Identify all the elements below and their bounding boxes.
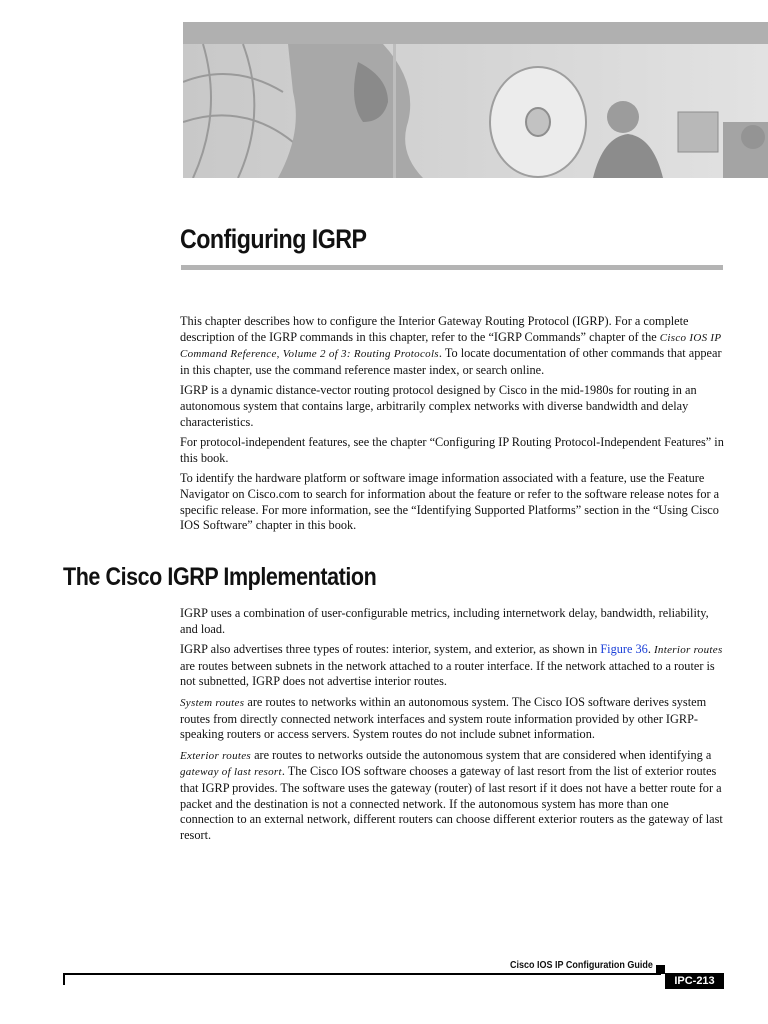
section-p4-text-a: are routes to networks outside the autonomous system that are considered when identifying a bbox=[251, 747, 712, 762]
title-rule bbox=[181, 265, 723, 270]
section-p2-text-a: IGRP also advertises three types of routes: interior, system, and exterior, as shown in bbox=[180, 642, 601, 657]
intro-p1-reference-title: Cisco IOS IP Command Reference, Volume 2 of 3: Routing Protocols bbox=[180, 331, 722, 361]
section-heading: The Cisco IGRP Implementation bbox=[63, 563, 377, 591]
intro-paragraph-3: For protocol-independent features, see the chapter “Configuring IP Routing Protocol-Independent Features” in this book. bbox=[180, 435, 724, 465]
igrp-implementation-section bbox=[180, 606, 725, 848]
section-p3-text: are routes to networks within an autonomous system. The Cisco IOS software derives system routes from directly connected network interfaces and system route information provided by other IGRP-speaking routers or access servers. System routes do not include subnet information. bbox=[180, 694, 707, 742]
footer-tick bbox=[63, 973, 65, 985]
section-p2-text-c: are routes between subnets in the network attached to a router interface. If the network attached to a router is not subnetted, IGRP does not advertise interior routes. bbox=[180, 658, 715, 689]
intro-paragraph-2: IGRP is a dynamic distance-vector routing protocol designed by Cisco in the mid-1980s for routing in an autonomous system that contains large, arbitrarily complex networks with diverse bandwidth and delay characteristics. bbox=[180, 383, 697, 429]
interior-routes-term: Interior routes bbox=[653, 644, 723, 657]
intro-section bbox=[180, 314, 725, 539]
intro-paragraph-1 bbox=[180, 314, 725, 378]
intro-p1-text-a: This chapter describes how to configure the Interior Gateway Routing Protocol (IGRP). For a complete description of the IGRP commands in this chapter, refer to the “IGRP Commands” chapter of the bbox=[180, 314, 689, 344]
banner-illustration bbox=[183, 22, 768, 178]
intro-p1-text-c: . To locate documentation of other commands that appear in this chapter, use the command reference master index, or search online. bbox=[180, 346, 722, 377]
section-paragraph-3 bbox=[180, 695, 725, 743]
chapter-title: Configuring IGRP bbox=[180, 224, 367, 254]
gateway-of-last-resort-term: gateway of last resort bbox=[180, 766, 282, 779]
system-routes-term: System routes bbox=[180, 696, 245, 709]
exterior-routes-term: Exterior routes bbox=[180, 749, 251, 762]
section-paragraph-2 bbox=[180, 642, 725, 690]
intro-paragraph-4: To identify the hardware platform or software image information associated with a feature, use the Feature Navigator on Cisco.com to search for information about the feature or refer to the software release notes for a specific release. For more information, see the “Identifying Supported Platforms” section in the “Using Cisco IOS Software” chapter in this book. bbox=[180, 471, 720, 533]
footer-book-title: Cisco IOS IP Configuration Guide bbox=[510, 960, 653, 971]
footer-rule bbox=[63, 973, 661, 975]
section-p4-text-b: . The Cisco IOS software chooses a gateway of last resort from the list of exterior routes that IGRP provides. The software uses the gateway (router) of last resort if it does not have a better route for a packet and the destination is not a connected network. If the autonomous system has more than one connection to an external network, different routers can choose different exterior routers as the gateway of last resort. bbox=[180, 764, 723, 842]
section-paragraph-1: IGRP uses a combination of user-configurable metrics, including internetwork delay, bandwidth, reliability, and load. bbox=[180, 606, 709, 636]
section-paragraph-4 bbox=[180, 748, 725, 844]
page-number-badge: IPC-213 bbox=[665, 973, 724, 989]
section-p2-text-b: . bbox=[647, 642, 654, 657]
figure-36-link[interactable]: Figure 36 bbox=[600, 642, 648, 657]
chapter-banner-image bbox=[183, 22, 768, 178]
